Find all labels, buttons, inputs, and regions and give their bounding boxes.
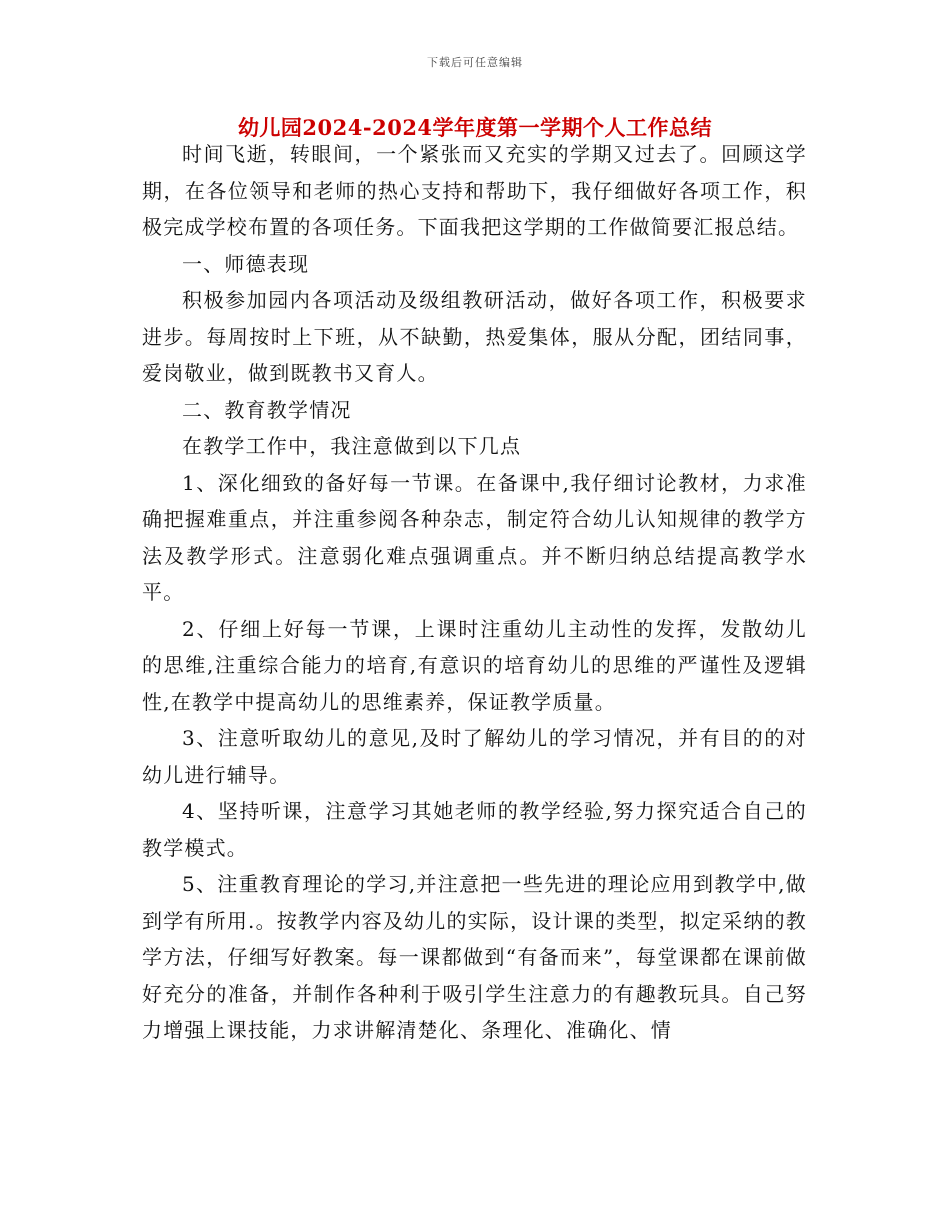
- document-title: 幼儿园2024-2024学年度第一学期个人工作总结: [237, 115, 713, 140]
- paragraph-point-1: 1、深化细致的备好每一节课。在备课中,我仔细讨论教材，力求准确把握难重点，并注重参阅各种杂志，制定符合幼儿认知规律的教学方法及教学形式。注意弱化难点强调重点。并不断归纳总结提高教学水平。: [142, 470, 807, 604]
- paragraph-point-2: 2、仔细上好每一节课，上课时注重幼儿主动性的发挥，发散幼儿的思维,注重综合能力的培育,有意识的培育幼儿的思维的严谨性及逻辑性,在教学中提高幼儿的思维素养，保证教学质量。: [142, 616, 807, 714]
- paragraph-intro: 时间飞逝，转眼间，一个紧张而又充实的学期又过去了。回顾这学期，在各位领导和老师的热心支持和帮助下，我仔细做好各项工作，积极完成学校布置的各项任务。下面我把这学期的工作做简要汇报总结。: [142, 142, 807, 239]
- header-note: 下载后可任意编辑: [427, 56, 523, 69]
- paragraph-point-4: 4、坚持听课，注意学习其她老师的教学经验,努力探究适合自己的教学模式。: [142, 799, 807, 860]
- paragraph-teaching-intro: 在教学工作中，我注意做到以下几点: [182, 434, 522, 458]
- paragraph-point-5: 5、注重教育理论的学习,并注意把一些先进的理论应用到教学中,做到学有所用.。按教学内容及幼儿的实际，设计课的类型，拟定采纳的教学方法，仔细写好教案。每一课都做到“有备而来”，每堂课都在课前做好充分的准备，并制作各种利于吸引学生注意力的有趣教玩具。自己努力增强上课技能，力求讲解清楚化、条理化、准确化、情: [142, 872, 807, 1042]
- paragraph-ethics: 积极参加园内各项活动及级组教研活动，做好各项工作，积极要求进步。每周按时上下班，从不缺勤，热爱集体，服从分配，团结同事，爱岗敬业，做到既教书又育人。: [142, 288, 807, 385]
- section-heading-ethics: 一、师德表现: [182, 251, 310, 276]
- document-body: [142, 136, 807, 1049]
- paragraph-point-3: 3、注意听取幼儿的意见,及时了解幼儿的学习情况，并有目的的对幼儿进行辅导。: [142, 726, 807, 787]
- section-heading-teaching: 二、教育教学情况: [182, 397, 352, 422]
